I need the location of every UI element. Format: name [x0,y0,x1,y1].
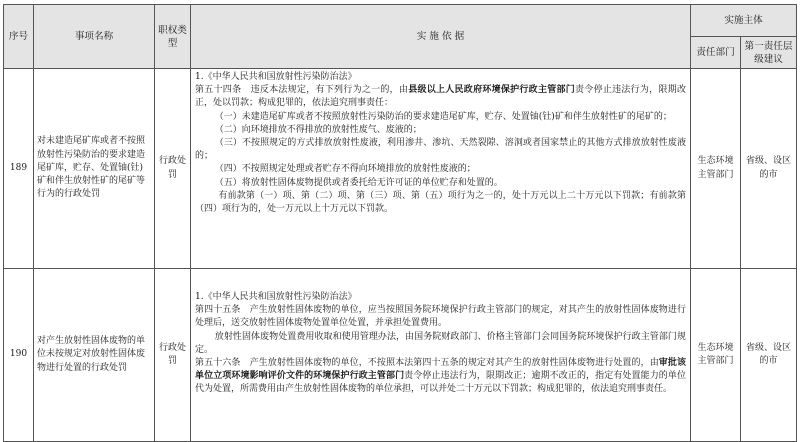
article-text: 第四十五条 产生放射性固体废物的单位，应当按照国务院环境保护行政主管部门的规定，对其产生的放射性固体废物进行处理后，送交放射性固体废物处置单位处置，并承担处置费用。 [195,305,686,329]
authority-table [3,4,797,442]
row-basis [191,269,691,442]
list-item: （五）将放射性固体废物提供或者委托给无许可证的单位贮存和处置的。 [214,177,503,188]
law-title: 1.《中华人民共和国放射性污染防治法》 [195,292,357,302]
law-title: 1.《中华人民共和国放射性污染防治法》 [195,72,357,82]
row-power-type: 行政处罚 [155,69,191,269]
col-header-power-type: 职权类型 [155,5,191,69]
article-text: 放射性固体废物处置费用收取和使用管理办法，由国务院财政部门、价格主管部门会同国务院环境保护行政主管部门规定。 [195,331,686,355]
col-header-first-level: 第一责任层级建议 [741,37,797,69]
article-text: 第五十四条 违反本法规定，有下列行为之一的，由县级以上人民政府环境保护行政主管部门责令停止违法行为，限期改正，处以罚款；构成犯罪的，依法追究刑事责任： [195,85,686,109]
row-power-type: 行政处罚 [155,269,191,442]
list-item: （一）未建造尾矿库或者不按照放射性污染防治的要求建造尾矿库，贮存、处置铀(钍)矿和伴生放射性矿的尾矿的； [214,111,672,122]
responsible-authority: 审批该单位立项环境影响评价文件的环境保护行政主管部门 [195,358,686,382]
row-basis [191,69,691,269]
row-first-level: 省级、设区的市 [741,269,797,442]
row-dept: 生态环境主管部门 [691,69,741,269]
col-header-basis: 实 施 依 据 [191,5,691,69]
col-header-item-name: 事项名称 [34,5,155,69]
article-text: 第五十六条 产生放射性固体废物的单位，不按照本法第四十五条的规定对其产生的放射性固体废物进行处置的，由审批该单位立项环境影响评价文件的环境保护行政主管部门责令停止违法行为，限期改正；逾期不改正的，指定有处置能力的单位代为处置，所需费用由产生放射性固体废物的单位承担，可以并处二十万元以下罚款；构成犯罪的，依法追究刑事责任。 [195,358,686,395]
list-item: （二）向环境排放不得排放的放射性废气、废液的； [214,124,422,135]
table-row [4,69,797,269]
col-header-dept: 责任部门 [691,37,741,69]
header-row [4,5,797,37]
responsible-authority: 县级以上人民政府环境保护行政主管部门 [408,85,576,96]
row-first-level: 省级、设区的市 [741,69,797,269]
table-row [4,269,797,442]
row-item-name: 对未建造尾矿库或者不按照放射性污染防治的要求建造尾矿库，贮存、处置铀(钍)矿和伴生放射性矿的尾矿等行为的行政处罚 [34,69,155,269]
col-header-seq: 序号 [4,5,34,69]
penalty-text: 有前款第（一）项、第（二）项、第（三）项、第（五）项行为之一的，处十万元以上二十万元以下罚款；有前款第（四）项行为的，处一万元以上十万元以下罚款。 [195,190,686,215]
row-item-name: 对产生放射性固体废物的单位未按规定对放射性固体废物进行处置的行政处罚 [34,269,155,442]
row-dept: 生态环境主管部门 [691,269,741,442]
list-item: （四）不按照规定处理或者贮存不得向环境排放的放射性废液的； [214,164,476,175]
row-seq: 190 [4,269,34,442]
col-header-subject: 实施主体 [691,5,797,37]
list-item: （三）不按照规定的方式排放放射性废液，利用渗井、渗坑、天然裂隙、溶洞或者国家禁止的其他方式排放放射性废液的； [195,138,686,162]
row-seq: 189 [4,69,34,269]
